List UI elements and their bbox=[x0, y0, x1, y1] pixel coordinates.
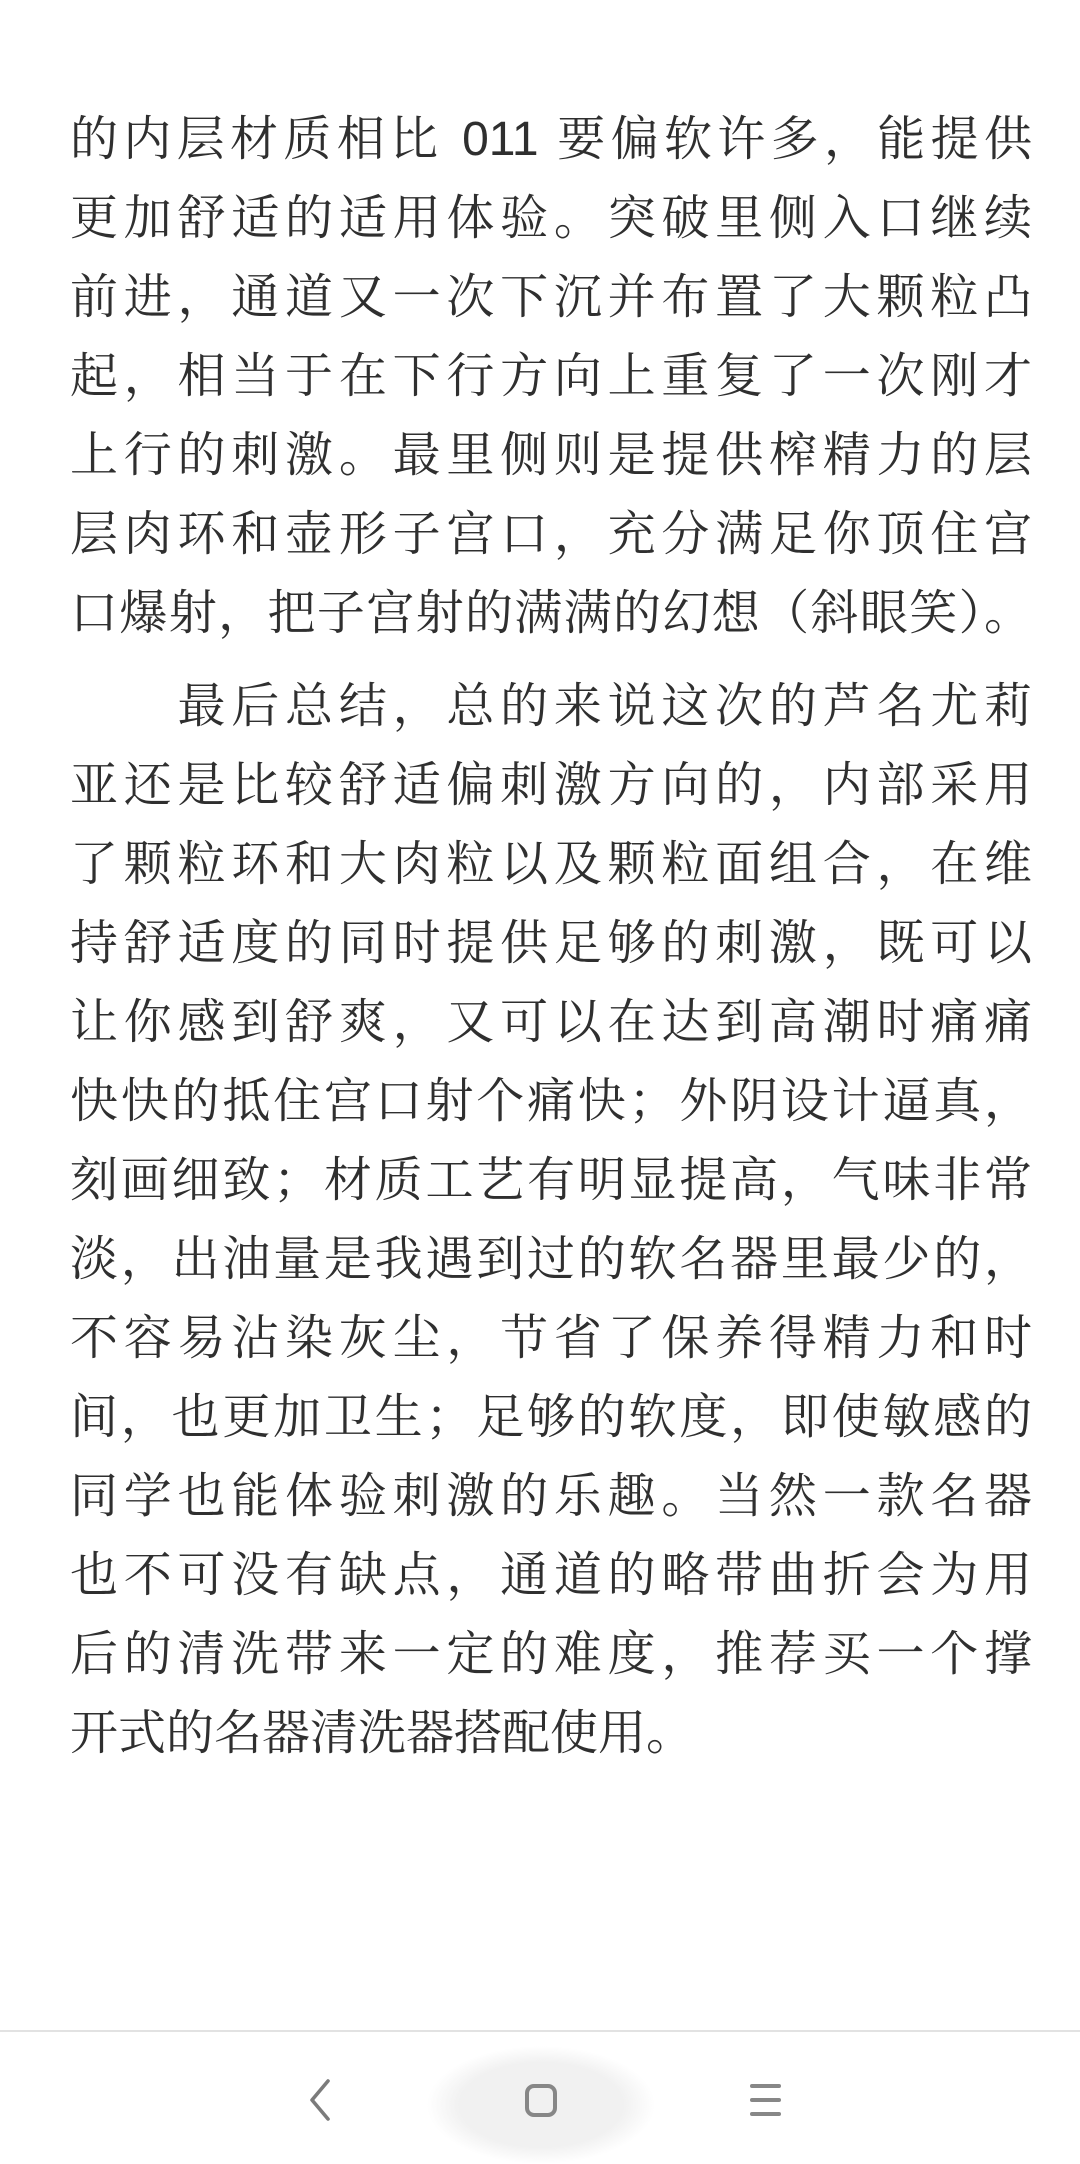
text-line: 口爆射，把子宫射的满满的幻想（斜眼笑）。 bbox=[70, 587, 1032, 640]
text-line: 的内层材质相比 011 要偏软许多，能提供 bbox=[70, 113, 1032, 166]
text-line: 让你感到舒爽，又可以在达到高潮时痛痛 bbox=[70, 996, 1032, 1049]
text-line: 更加舒适的适用体验。突破里侧入口继续 bbox=[70, 192, 1032, 245]
text-line: 刻画细致；材质工艺有明显提高，气味非常 bbox=[70, 1154, 1032, 1207]
text-line: 后的清洗带来一定的难度，推荐买一个撑 bbox=[70, 1628, 1032, 1681]
home-button[interactable] bbox=[501, 2060, 581, 2140]
text-line: 亚还是比较舒适偏刺激方向的，内部采用 bbox=[70, 759, 1032, 812]
recents-button[interactable] bbox=[725, 2060, 805, 2140]
android-navigation-bar bbox=[0, 2032, 1080, 2160]
text-line: 也不可没有缺点，通道的略带曲折会为用 bbox=[70, 1549, 1032, 1602]
home-icon bbox=[525, 2084, 557, 2117]
paragraph bbox=[70, 100, 1032, 653]
text-line: 同学也能体验刺激的乐趣。当然一款名器 bbox=[70, 1470, 1032, 1523]
text-line: 起，相当于在下行方向上重复了一次刚才 bbox=[70, 350, 1032, 403]
text-line: 前进，通道又一次下沉并布置了大颗粒凸 bbox=[70, 271, 1032, 324]
text-line: 快快的抵住宫口射个痛快；外阴设计逼真， bbox=[70, 1075, 1032, 1128]
recents-menu-bar bbox=[750, 2084, 781, 2088]
article-text-container bbox=[70, 100, 1032, 1787]
text-line: 层肉环和壶形子宫口，充分满足你顶住宫 bbox=[70, 508, 1032, 561]
text-line: 间，也更加卫生；足够的软度，即使敏感的 bbox=[70, 1391, 1032, 1444]
recents-menu-bar bbox=[750, 2098, 781, 2102]
recents-menu-icon bbox=[750, 2084, 781, 2116]
back-chevron-icon bbox=[309, 2078, 331, 2122]
text-line: 持舒适度的同时提供足够的刺激，既可以 bbox=[70, 917, 1032, 970]
text-line: 淡，出油量是我遇到过的软名器里最少的， bbox=[70, 1233, 1032, 1286]
text-line: 不容易沾染灰尘，节省了保养得精力和时 bbox=[70, 1312, 1032, 1365]
paragraph bbox=[70, 667, 1032, 1773]
text-line: 上行的刺激。最里侧则是提供榨精力的层 bbox=[70, 429, 1032, 482]
text-line: 了颗粒环和大肉粒以及颗粒面组合，在维 bbox=[70, 838, 1032, 891]
recents-menu-bar bbox=[750, 2112, 781, 2116]
back-button[interactable] bbox=[280, 2060, 360, 2140]
text-line: 开式的名器清洗器搭配使用。 bbox=[70, 1707, 695, 1760]
text-line: 最后总结，总的来说这次的芦名尤莉 bbox=[70, 680, 1032, 733]
